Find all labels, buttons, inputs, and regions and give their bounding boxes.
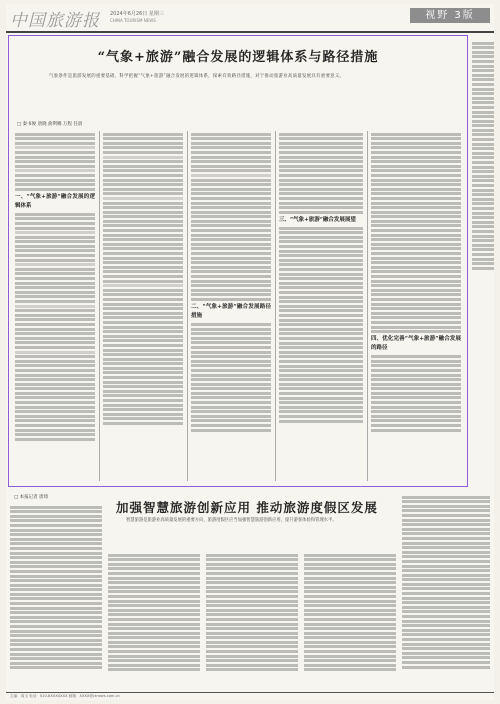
- feature-column-5: [371, 131, 461, 481]
- masthead: [6, 4, 494, 34]
- lower-byline: □ 本报记者 唐琦: [14, 495, 49, 500]
- feature-article[interactable]: [8, 35, 468, 487]
- newspaper-logo: 中国旅游报: [10, 11, 100, 31]
- feature-column-1: [15, 131, 95, 481]
- lower-column-3: [206, 552, 298, 686]
- column-divider: [99, 131, 100, 481]
- feature-summary: 气象条件是旅游发展的重要基础，科学把握“气象+旅游”融合发展的逻辑体系，探索有效路径措施，对于推动旅游业高质量发展具有重要意义。: [49, 74, 345, 79]
- feature-section-head-2: 二、“气象+旅游”融合发展路径措施: [191, 303, 271, 319]
- feature-column-3: [191, 131, 271, 481]
- page-footer: 主编：周玉 电话：010-8XXXXXXX 邮箱：XXXX@ctnews.com.cn: [6, 692, 494, 700]
- issue-date: 2024年6月26日 星期三: [110, 11, 164, 17]
- lower-column-1: [10, 504, 102, 686]
- column-divider: [275, 131, 276, 481]
- adjacent-article-column: [472, 40, 494, 490]
- feature-section-head-4: 四、优化完善“气象+旅游”融合发展的路径: [371, 336, 461, 352]
- page-section-label: 视野 3版: [410, 8, 490, 23]
- feature-section-head-3: 三、“气象+旅游”融合发展展望: [279, 216, 356, 223]
- masthead-subtitle: CHINA TOURISM NEWS: [110, 18, 156, 23]
- lower-column-2: [108, 552, 200, 686]
- masthead-rule: [6, 31, 494, 33]
- feature-column-4: [279, 131, 363, 481]
- feature-byline: □ 秦书俊 唐晓 俞利娜 万程 任晨: [17, 122, 83, 127]
- column-divider: [187, 131, 188, 481]
- lower-article-summary: 智慧旅游是旅游业高质量发展的重要方向，旅游度假区应当加强智慧旅游创新应用，提升游客体验和管理水平。: [126, 518, 337, 523]
- feature-column-2: [103, 131, 183, 481]
- newspaper-page: [6, 4, 494, 700]
- lower-column-4: [304, 552, 396, 686]
- lower-article-title[interactable]: 加强智慧旅游创新应用 推动旅游度假区发展: [116, 500, 378, 515]
- lower-column-5: [402, 494, 490, 686]
- column-divider: [367, 131, 368, 481]
- feature-title: “气象+旅游”融合发展的逻辑体系与路径措施: [97, 50, 379, 65]
- feature-section-head-1: 一、“气象+旅游”融合发展的逻辑体系: [15, 193, 95, 209]
